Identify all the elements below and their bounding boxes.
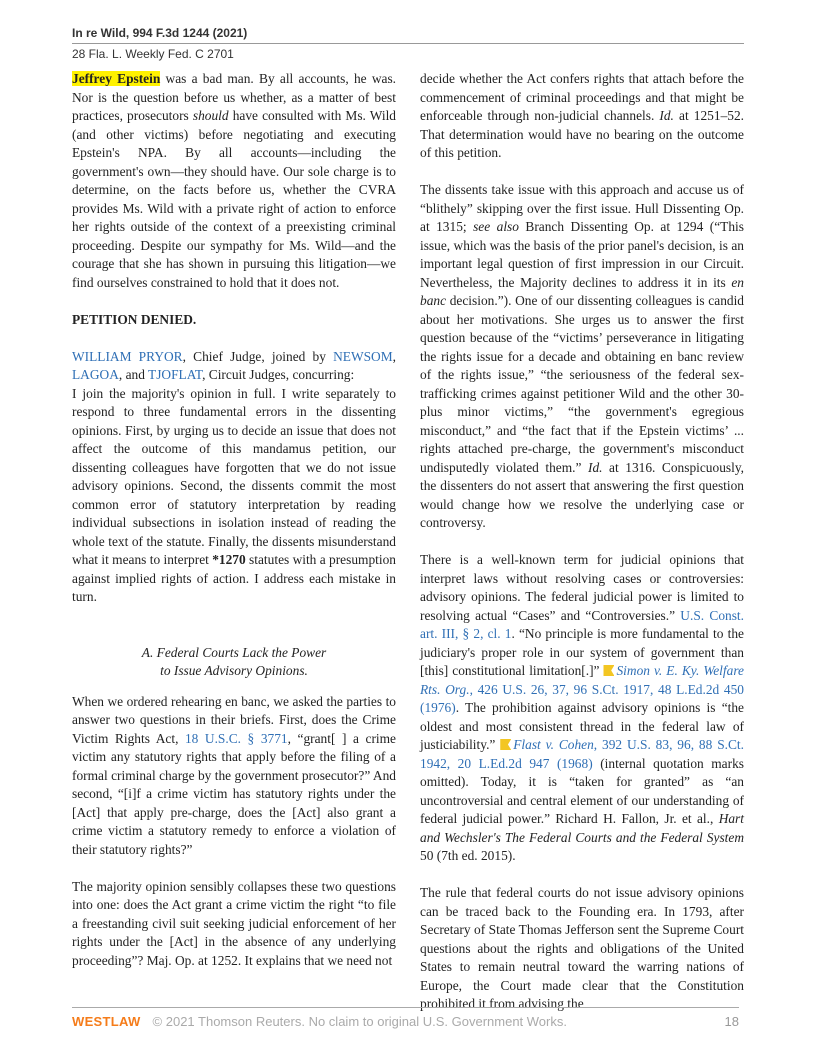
paragraph: Jeffrey Epstein was a bad man. By all accounts, he was. Nor is the question before us whether, as a matter of best practices, prosecutors should have consulted with Ms. Wild (and other victims) before negotiating and executing Epstein's NPA. By all accounts—including the government's own—they should have. Our sole charge is to determine, on the facts before us, whether the CVRA provides Ms. Wild with a private right of action to enforce her rights outside of the context of a preexisting criminal proceeding. Despite our sympathy for Ms. Wild—and the courage that she has shown in pursuing this litigation—we find ourselves constrained to hold that it does not. <box>72 71 397 290</box>
paragraph: There is a well-known term for judicial opinions that interpret laws without resolving cases or controversies: advisory opinions. The federal judicial power is limited to resolving actual “Cases” and “Controversies.” U.S. Const. art. III, § 2, cl. 1. “No principle is more fundamental to the judiciary's proper role in our system of government than [this] constitutional limitation[.]” Simon v. E. Ky. Welfare Rts. Org., 426 U.S. 26, 37, 96 S.Ct. 1917, 48 L.Ed.2d 450 (1976). The prohibition against advisory opinions is “the oldest and most consistent thread in the federal law of justiciability.” Flast v. Cohen, 392 U.S. 83, 96, 88 S.Ct. 1942, 20 L.Ed.2d 947 (1968) (internal quotation marks omitted). Today, it is “taken for granted” as “an uncontroversial and central element of our understanding of federal judicial power.” Richard H. Fallon, Jr. et al., Hart and Wechsler's The Federal Courts and the Federal System 50 (7th ed. 2015). <box>420 552 745 863</box>
paragraph: The dissents take issue with this approach and accuse us of “blithely” skipping over the first issue. Hull Dissenting Op. at 1315; see also Branch Dissenting Op. at 1294 (“This issue, which was the basis of the prior panel's decision, is an important legal question of first impression in our Circuit. Nevertheless, the Majority declines to address it in its en banc decision.”). One of our dissenting colleagues is candid about her motivations. She urges us to answer the first question because of the “victims’ perseverance in litigating the rights issue for a decade and obtaining en banc review of the rights issue,” “the seriousness of the federal sex-trafficking crimes against petitioner Wild and the other 30-plus minor victims,” “the government's egregious misconduct,” and “the fact that if the Epstein victims’ ... rights attached pre-charge, the government's misconduct undisputedly violated them.” Id. at 1316. Conspicuously, the dissenters do not assert that answering the first question would change how we resolve the underlying case or controversy. <box>420 182 744 530</box>
case-title: In re Wild, 994 F.3d 1244 (2021) <box>72 26 248 40</box>
case-link-flast[interactable]: Flast v. Cohen, 392 U.S. 83, 96, 88 S.Ct. 1942, 20 L.Ed.2d 947 (1968) <box>420 737 744 771</box>
header-divider <box>72 43 744 44</box>
copyright-notice: © 2021 Thomson Reuters. No claim to original U.S. Government Works. <box>152 1014 567 1029</box>
constitution-link[interactable]: U.S. Const. art. III, § 2, cl. 1 <box>420 607 744 641</box>
paragraph: decide whether the Act confers rights that attach before the commencement of criminal proceedings and that might be enforceable through non-judicial channels. Id. at 1251–52. That determination would have no bearing on the outcome of this petition. <box>420 71 745 160</box>
paragraph: The majority opinion sensibly collapses these two questions into one: does the Act grant a crime victim the right “to file a freestanding civil suit seeking judicial enforcement of her rights under the [Act] in the absence of any underlying proceeding”? Maj. Op. at 1252. It explains that we need not <box>72 878 396 968</box>
judge-link-tjoflat[interactable]: TJOFLAT <box>148 367 203 382</box>
search-term-highlight[interactable]: Jeffrey Epstein <box>72 71 161 86</box>
concurrence-header: WILLIAM PRYOR, Chief Judge, joined by NEWSOM, LAGOA, and TJOFLAT, Circuit Judges, concurring: <box>72 348 396 382</box>
paragraph: The rule that federal courts do not issue advisory opinions can be traced back to the Founding era. In 1793, after Secretary of State Thomas Jefferson sent the Supreme Court questions about the rights and obligations of the United States to remain neutral toward the warring nations of Europe, the Court made clear that the Constitution prohibited it from advising the <box>420 885 744 1011</box>
running-header <box>72 25 744 62</box>
page-number: 18 <box>724 1014 739 1029</box>
section-heading: A. Federal Courts Lack the Power to Issue Advisory Opinions. <box>141 644 327 678</box>
page-footer <box>72 1007 739 1029</box>
left-column <box>72 70 396 970</box>
star-page: *1270 <box>212 552 246 567</box>
judge-link-lagoa[interactable]: LAGOA <box>72 367 119 382</box>
keycite-flag-icon[interactable] <box>603 665 614 676</box>
paragraph: When we ordered rehearing en banc, we asked the parties to answer two questions in their briefs. First, does the Crime Victim Rights Act, 18 U.S.C. § 3771, “grant[ ] a crime victim any statutory rights that apply before the filing of a formal criminal charge by the government prosecutor?” And second, “[i]f a crime victim has statutory rights under the [Act] that apply pre-charge, does the [Act] also grant a crime victim a statutory remedy to enforce a violation of their statutory rights?” <box>72 693 396 857</box>
disposition: PETITION DENIED. <box>72 311 197 327</box>
paragraph: I join the majority's opinion in full. I write separately to respond to three fundamental errors in the dissenting opinions. First, by urging us to decide an issue that does not affect the outcome of this mandamus petition, our dissenting colleagues have forgotten that we do not issue advisory opinions. Second, the dissents commit the most common error of statutory interpretation by reading individual subsections in isolation instead of reading the whole text of the statute. Finally, the dissents misunderstand what it means to interpret *1270 statutes with a presumption against implied rights of action. I address each mistake in turn. <box>72 385 396 604</box>
reporter-citation: 28 Fla. L. Weekly Fed. C 2701 <box>72 47 234 61</box>
keycite-flag-icon[interactable] <box>500 739 511 750</box>
judge-link-pryor[interactable]: WILLIAM PRYOR <box>72 348 183 364</box>
judge-link-newsom[interactable]: NEWSOM <box>333 348 393 364</box>
right-column <box>420 70 744 1014</box>
case-link-simon[interactable]: Simon v. E. Ky. Welfare Rts. Org., 426 U.S. 26, 37, 96 S.Ct. 1917, 48 L.Ed.2d 450 (1976) <box>420 663 745 715</box>
westlaw-logo: WESTLAW <box>72 1014 141 1029</box>
statute-link[interactable]: 18 U.S.C. § 3771 <box>184 730 288 746</box>
